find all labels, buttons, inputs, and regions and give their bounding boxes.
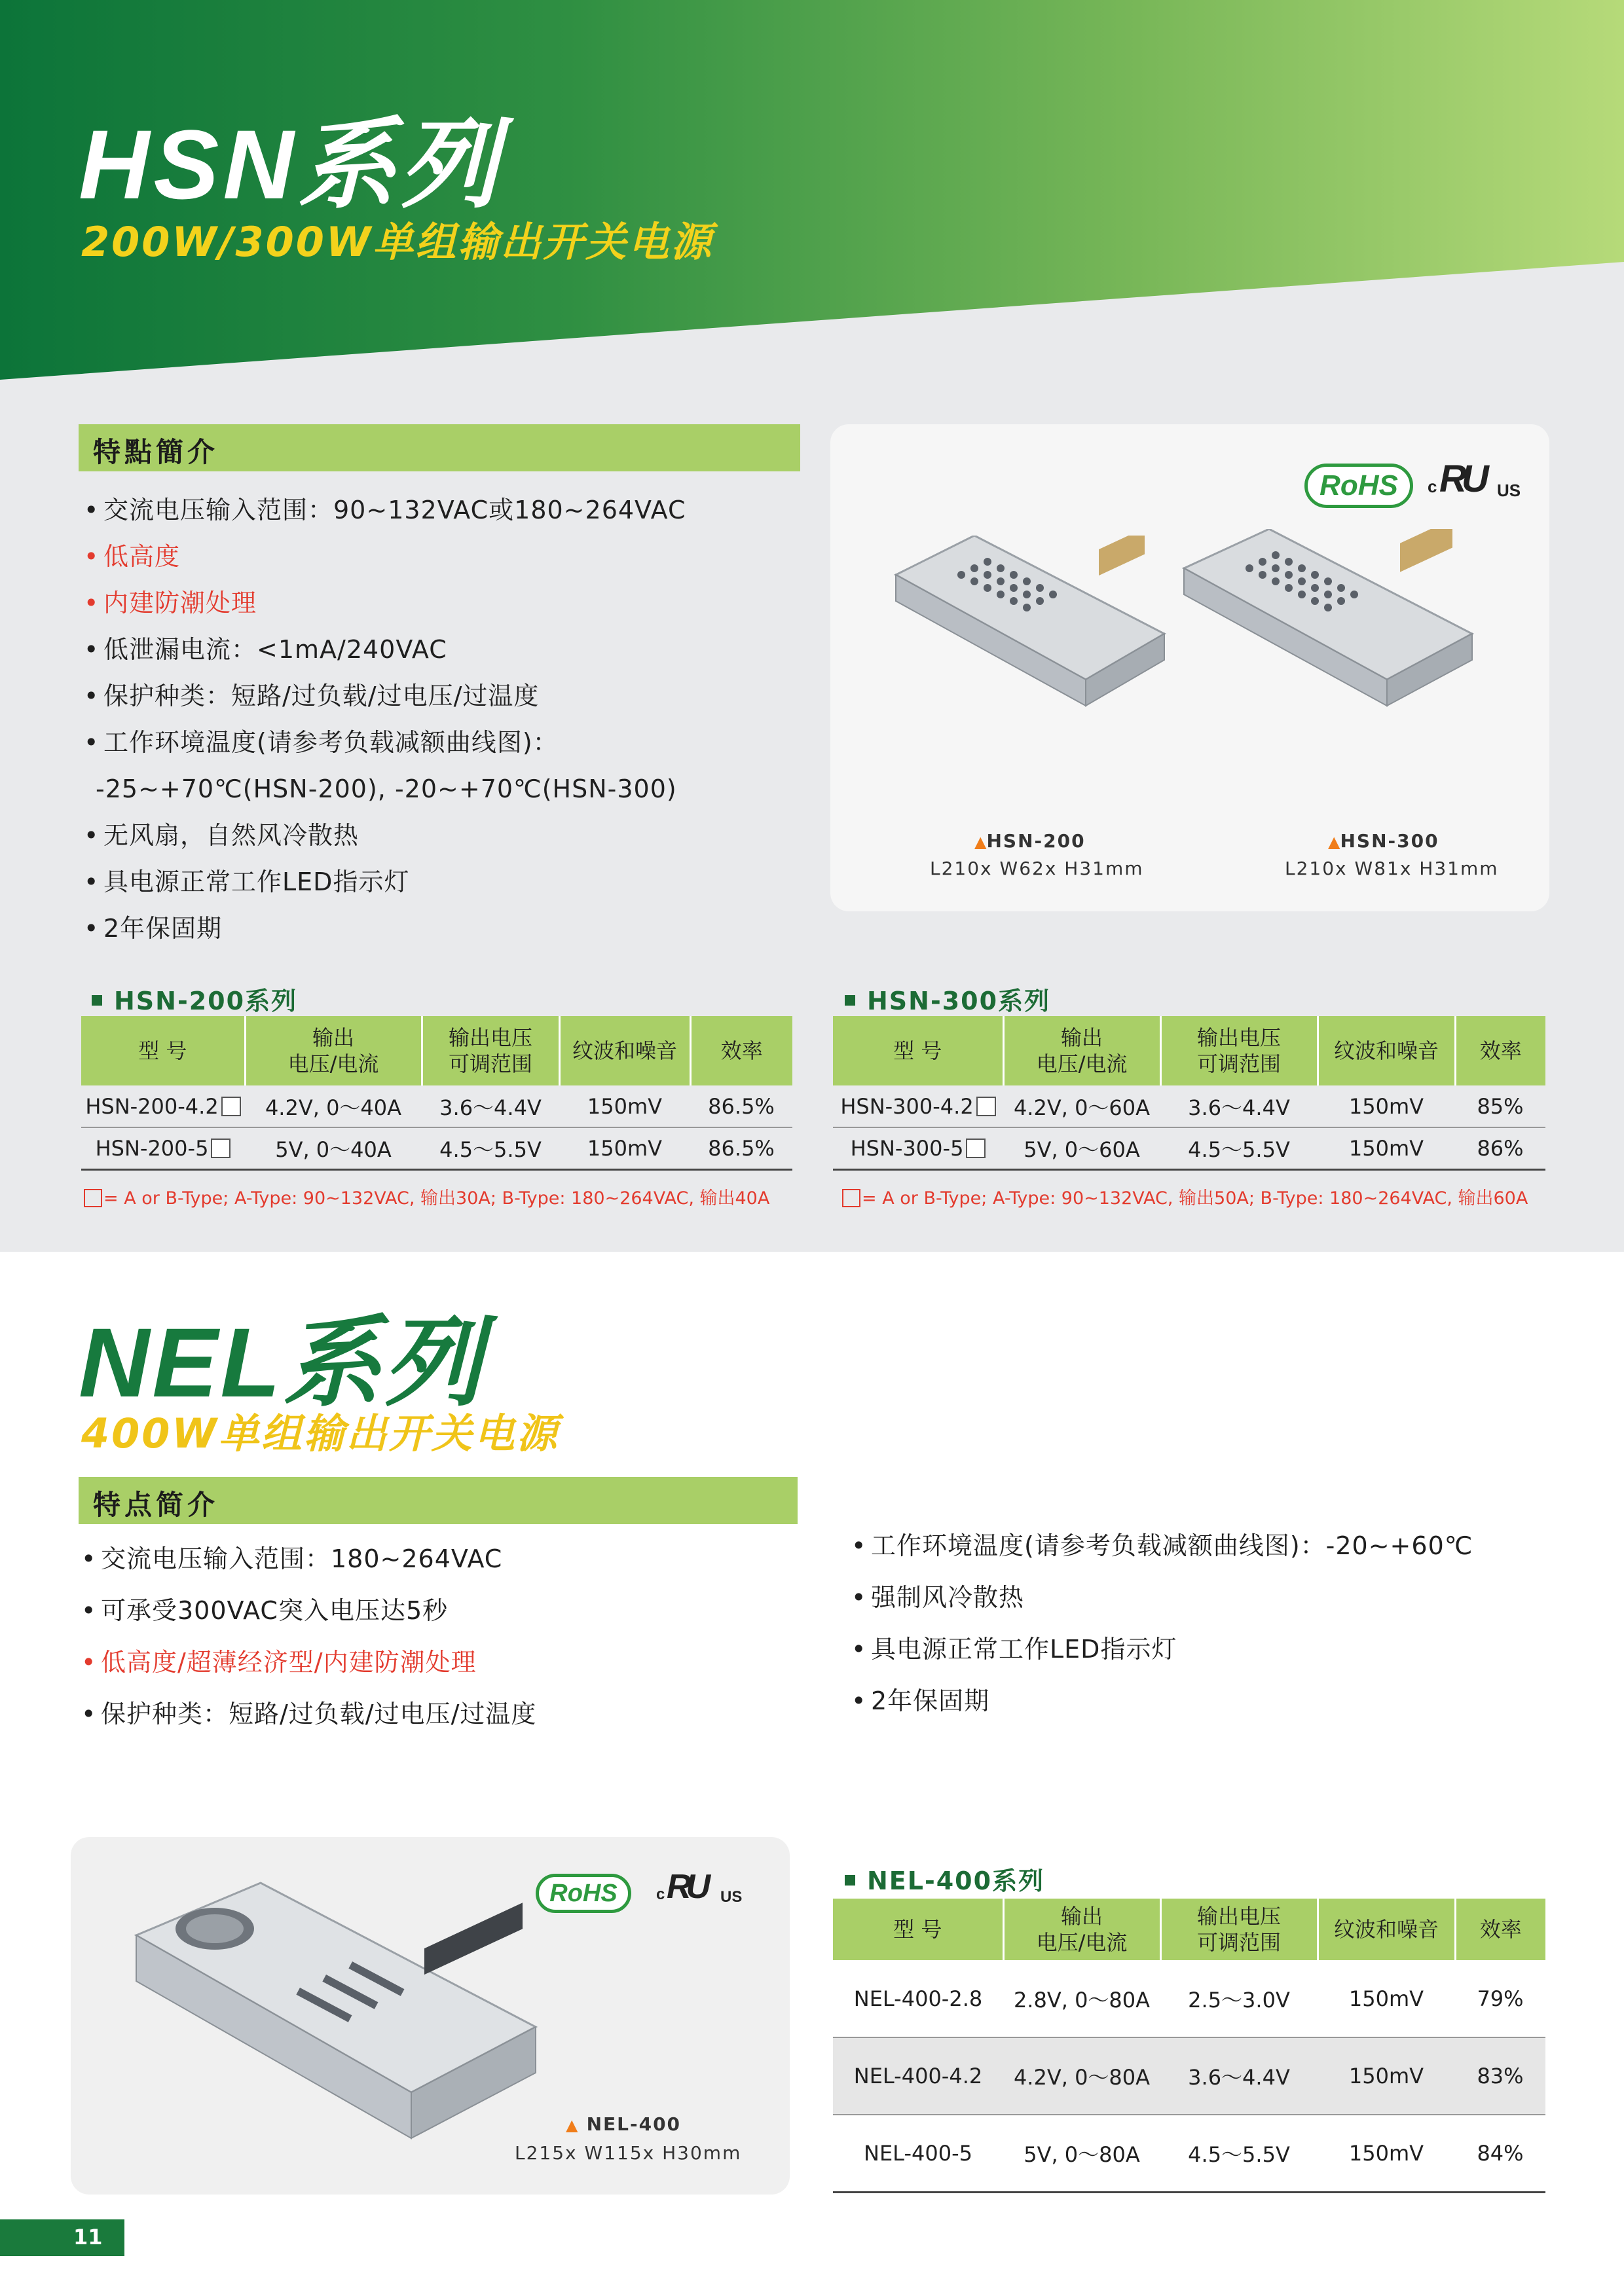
hsn-300-dimensions: L210x W81x H31mm: [1285, 858, 1499, 879]
hsn-features-heading: 特點簡介: [93, 436, 219, 468]
hsn-feature-item: [84, 544, 686, 591]
hsn-feature-text: 内建防潮处理: [103, 589, 257, 617]
table-header-cell: 纹波和噪音: [1318, 1016, 1455, 1085]
table-cell: 2.5～3.0V: [1160, 1960, 1318, 2037]
nel-feature-text: 工作环境温度(请参考负载减额曲线图)：-20~+60℃: [871, 1531, 1473, 1560]
bullet-icon: •: [84, 867, 100, 896]
nel-feature-text: 可承受300VAC突入电压达5秒: [101, 1596, 449, 1625]
hsn-feature-text: 无风扇，自然风冷散热: [103, 821, 360, 850]
table-cell: 150mV: [559, 1085, 690, 1127]
hsn-feature-item: [84, 823, 686, 869]
rohs-logo: RoHS: [1304, 464, 1413, 508]
table-cell: 3.6～4.4V: [1160, 1085, 1318, 1127]
type-checkbox-icon: [211, 1139, 231, 1158]
table-header-cell: 输出电压 可调范围: [422, 1016, 559, 1085]
hsn-features-list: [84, 498, 686, 962]
bullet-icon: •: [81, 1544, 97, 1573]
hsn-300-product-image: [1171, 529, 1485, 725]
bullet-icon: •: [81, 1700, 97, 1728]
rohs-logo: RoHS: [536, 1874, 631, 1913]
hsn-feature-item: [84, 683, 686, 730]
hsn-feature-text: 低泄漏电流：<1mA/240VAC: [103, 635, 447, 664]
table-row: [833, 2115, 1545, 2192]
table-header-cell: 纹波和噪音: [1318, 1899, 1455, 1960]
hsn-product-card: [830, 424, 1549, 911]
hsn-feature-item: [84, 637, 686, 683]
table-cell: 150mV: [1318, 2037, 1455, 2115]
bullet-icon: •: [84, 589, 100, 617]
table-cell: 5V, 0～60A: [1003, 1127, 1160, 1169]
hsn-feature-item: [84, 730, 686, 776]
table-cell: 5V, 0～80A: [1003, 2115, 1160, 2192]
hsn-feature-item: [84, 498, 686, 544]
nel-400-dimensions: L215x W115x H30mm: [515, 2142, 742, 2164]
table-row: [833, 1085, 1545, 1127]
hsn-200-spec-table: [81, 1016, 792, 1171]
hsn-300-table-title: HSN-300系列: [845, 981, 1050, 1017]
table-cell: HSN-300-5: [833, 1127, 1003, 1169]
table-cell: 5V, 0～40A: [245, 1127, 422, 1169]
table-cell: NEL-400-4.2: [833, 2037, 1003, 2115]
hsn-200-model-label: HSN-200: [986, 830, 1086, 852]
nel-feature-item: [81, 1546, 536, 1598]
hsn-200-table-note: = A or B-Type; A-Type: 90~132VAC, 输出30A; B-Type: 180~264VAC, 输出40A: [84, 1184, 769, 1209]
table-cell: 85%: [1455, 1085, 1545, 1127]
nel-feature-item: [851, 1637, 1473, 1688]
ul-logo: RU: [667, 1868, 706, 1906]
table-cell: 4.2V, 0～40A: [245, 1085, 422, 1127]
bullet-icon: •: [84, 635, 100, 664]
hsn-300-table-note: = A or B-Type; A-Type: 90~132VAC, 输出50A; B-Type: 180~264VAC, 输出60A: [842, 1184, 1528, 1209]
hsn-feature-text: 交流电压输入范围：90~132VAC或180~264VAC: [103, 496, 686, 524]
hsn-300-model-label: HSN-300: [1340, 830, 1439, 852]
table-cell: 2.8V, 0～80A: [1003, 1960, 1160, 2037]
table-cell: 84%: [1455, 2115, 1545, 2192]
hsn-feature-text: 保护种类：短路/过负载/过电压/过温度: [103, 682, 540, 710]
table-cell: 150mV: [559, 1127, 690, 1169]
bullet-icon: •: [851, 1686, 867, 1715]
table-header-cell: 纹波和噪音: [559, 1016, 690, 1085]
nel-400-product-image: [130, 1876, 549, 2158]
nel-400-spec-table: [833, 1899, 1545, 2193]
table-header-cell: 效率: [1455, 1016, 1545, 1085]
page-number-tab: [0, 2219, 124, 2256]
table-cell: 4.5～5.5V: [1160, 1127, 1318, 1169]
table-header-cell: 输出 电压/电流: [1003, 1016, 1160, 1085]
nel-feature-text: 保护种类：短路/过负载/过电压/过温度: [101, 1700, 537, 1728]
table-row: [833, 2037, 1545, 2115]
table-cell: 4.5～5.5V: [1160, 2115, 1318, 2192]
nel-feature-item: [851, 1533, 1473, 1585]
table-header-cell: 输出 电压/电流: [1003, 1899, 1160, 1960]
hsn-features-heading-bar: [79, 424, 800, 471]
bullet-icon: •: [84, 914, 100, 943]
nel-feature-item: [851, 1585, 1473, 1637]
type-checkbox-icon: [221, 1097, 241, 1116]
nel-400-caption-model: [566, 2113, 681, 2135]
type-checkbox-icon: [966, 1139, 986, 1158]
nel-features-heading-bar: [79, 1477, 798, 1524]
ul-c-mark: c: [1428, 477, 1437, 496]
triangle-icon: ▲: [1328, 833, 1340, 851]
hsn-series-title: HSN系列: [79, 109, 502, 219]
table-header-cell: 型 号: [833, 1899, 1003, 1960]
nel-feature-item: [81, 1650, 536, 1702]
table-row: [833, 1960, 1545, 2037]
ul-us-mark: US: [720, 1888, 743, 1906]
bullet-icon: •: [84, 496, 100, 524]
hsn-200-caption-model: [974, 830, 1086, 852]
table-cell: 86.5%: [690, 1127, 792, 1169]
table-cell: NEL-400-2.8: [833, 1960, 1003, 2037]
table-cell: NEL-400-5: [833, 2115, 1003, 2192]
table-row: [81, 1127, 792, 1169]
ul-c-mark: c: [656, 1886, 665, 1903]
table-header-cell: 型 号: [81, 1016, 245, 1085]
table-header-cell: 效率: [690, 1016, 792, 1085]
table-cell: 86.5%: [690, 1085, 792, 1127]
table-cell: 4.5～5.5V: [422, 1127, 559, 1169]
nel-feature-text: 强制风冷散热: [871, 1583, 1025, 1612]
nel-feature-text: 低高度/超薄经济型/内建防潮处理: [101, 1648, 477, 1677]
hsn-feature-text: 低高度: [103, 542, 181, 571]
table-cell: 4.2V, 0～80A: [1003, 2037, 1160, 2115]
bullet-icon: •: [84, 728, 100, 757]
table-cell: 150mV: [1318, 1960, 1455, 2037]
table-cell: 150mV: [1318, 2115, 1455, 2192]
nel-series-subtitle: 400W单组输出开关电源: [81, 1410, 559, 1457]
table-header-cell: 输出电压 可调范围: [1160, 1899, 1318, 1960]
nel-400-model-label: NEL-400: [586, 2113, 682, 2135]
hsn-300-caption-model: [1328, 830, 1439, 852]
table-cell: HSN-200-4.2: [81, 1085, 245, 1127]
bullet-icon: •: [81, 1648, 97, 1677]
table-cell: 3.6～4.4V: [422, 1085, 559, 1127]
bullet-icon: •: [84, 682, 100, 710]
page-number: 11: [73, 2225, 103, 2250]
hsn-feature-text: 2年保固期: [103, 914, 223, 943]
bullet-icon: •: [851, 1583, 867, 1612]
table-cell: HSN-300-4.2: [833, 1085, 1003, 1127]
hsn-300-spec-table: [833, 1016, 1545, 1171]
table-cell: HSN-200-5: [81, 1127, 245, 1169]
table-cell: 83%: [1455, 2037, 1545, 2115]
nel-feature-item: [81, 1702, 536, 1753]
hsn-200-table-title: HSN-200系列: [92, 981, 297, 1017]
nel-feature-text: 2年保固期: [871, 1686, 990, 1715]
table-header-cell: 输出 电压/电流: [245, 1016, 422, 1085]
table-cell: 4.2V, 0～60A: [1003, 1085, 1160, 1127]
nel-feature-item: [851, 1688, 1473, 1740]
table-row: [833, 1127, 1545, 1169]
bullet-icon: •: [84, 542, 100, 571]
nel-features-right-list: [851, 1533, 1473, 1740]
nel-series-title: NEL系列: [79, 1307, 485, 1417]
bullet-icon: •: [851, 1635, 867, 1664]
type-checkbox-icon: [976, 1097, 996, 1116]
hsn-feature-text: -25~+70℃(HSN-200), -20~+70℃(HSN-300): [96, 774, 677, 803]
bullet-icon: •: [81, 1596, 97, 1625]
triangle-icon: ▲: [566, 2116, 578, 2134]
bullet-icon: •: [851, 1531, 867, 1560]
nel-feature-text: 交流电压输入范围：180~264VAC: [101, 1544, 503, 1573]
nel-features-heading: 特点简介: [93, 1489, 219, 1521]
table-cell: 150mV: [1318, 1127, 1455, 1169]
ul-logo: RU: [1439, 458, 1484, 500]
hsn-feature-item: [84, 591, 686, 637]
table-header-cell: 输出电压 可调范围: [1160, 1016, 1318, 1085]
triangle-icon: ▲: [974, 833, 987, 851]
table-row: [81, 1085, 792, 1127]
table-header-cell: 型 号: [833, 1016, 1003, 1085]
nel-400-table-title: NEL-400系列: [845, 1861, 1044, 1897]
ul-us-mark: US: [1497, 481, 1521, 500]
hsn-feature-item: [84, 916, 686, 962]
nel-feature-item: [81, 1598, 536, 1650]
bullet-icon: •: [84, 821, 100, 850]
hsn-200-product-image: [883, 536, 1171, 719]
nel-feature-text: 具电源正常工作LED指示灯: [871, 1635, 1177, 1664]
table-cell: 79%: [1455, 1960, 1545, 2037]
hsn-series-subtitle: 200W/300W单组输出开关电源: [81, 218, 714, 266]
nel-features-left-list: [81, 1546, 536, 1753]
hsn-200-dimensions: L210x W62x H31mm: [930, 858, 1144, 879]
hsn-feature-text: 具电源正常工作LED指示灯: [103, 867, 410, 896]
table-cell: 86%: [1455, 1127, 1545, 1169]
table-cell: 150mV: [1318, 1085, 1455, 1127]
hsn-feature-text: 工作环境温度(请参考负载减额曲线图)：: [103, 728, 559, 757]
hsn-feature-item: [84, 869, 686, 916]
table-cell: 3.6～4.4V: [1160, 2037, 1318, 2115]
nel-product-card: [71, 1837, 790, 2195]
table-header-cell: 效率: [1455, 1899, 1545, 1960]
hsn-feature-item: [84, 776, 686, 823]
